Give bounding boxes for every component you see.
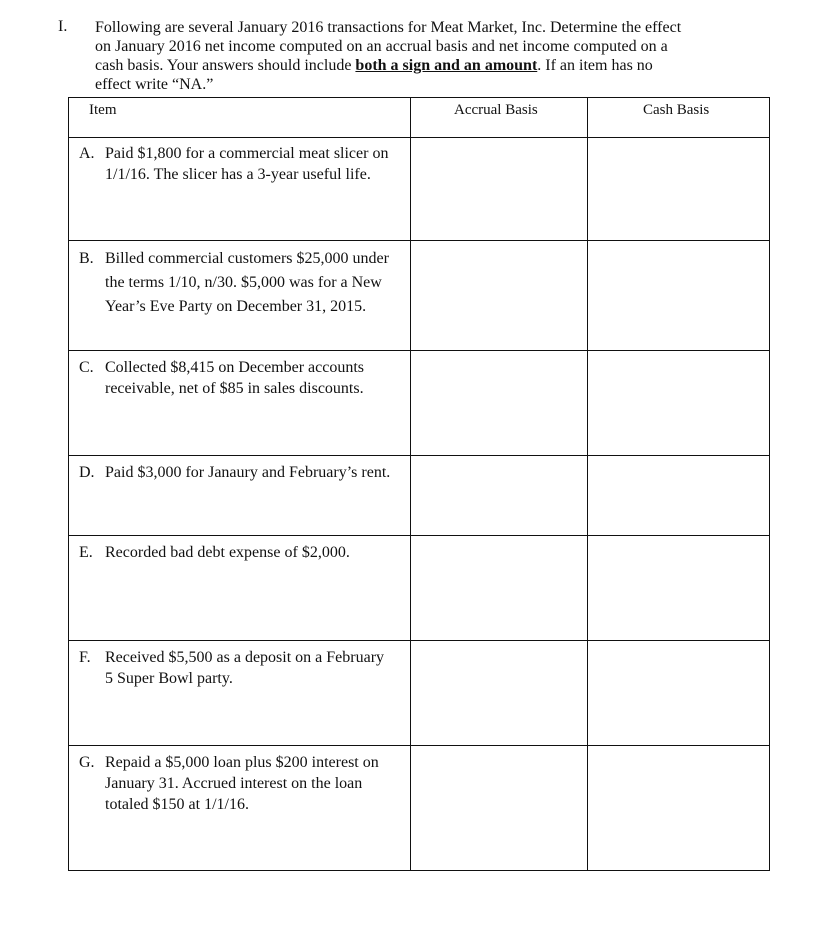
table-row-f xyxy=(69,641,769,746)
item-c-description: Collected $8,415 on December accounts receivable, net of $85 in sales discounts. xyxy=(105,359,365,397)
instruction-line-2: on January 2016 net income computed on an accrual basis and net income computed on a xyxy=(95,38,668,55)
item-a-description: Paid $1,800 for a commercial meat slicer on 1/1/16. The slicer has a 3-year useful life. xyxy=(105,145,389,183)
item-g-letter: G. xyxy=(79,754,95,771)
question-number: I. xyxy=(58,18,68,35)
table-row-b xyxy=(69,241,769,351)
instruction-line-4: effect write “NA.” xyxy=(95,76,214,93)
item-f-text xyxy=(79,647,395,689)
item-a-letter: A. xyxy=(79,145,95,162)
item-b-description: Billed commercial customers $25,000 under the terms 1/10, n/30. $5,000 was for a New Year’s Eve Party on December 31, 2015. xyxy=(105,250,389,315)
item-d-description: Paid $3,000 for Janaury and February’s rent. xyxy=(105,464,391,481)
table-row-d xyxy=(69,456,769,536)
item-f-letter: F. xyxy=(79,649,91,666)
header-accrual-basis: Accrual Basis xyxy=(454,102,538,118)
item-b-text xyxy=(79,247,395,319)
item-d-text xyxy=(79,462,395,483)
table-row-g xyxy=(69,746,769,870)
table-header xyxy=(69,98,769,138)
instruction-line-1: Following are several January 2016 transactions for Meat Market, Inc. Determine the effect xyxy=(95,19,682,36)
item-c-text xyxy=(79,357,395,399)
instruction-emphasis: both a sign and an amount xyxy=(355,57,538,74)
instruction-line-3-start: cash basis. Your answers should include xyxy=(95,57,356,74)
table-row-c xyxy=(69,351,769,456)
item-e-letter: E. xyxy=(79,544,93,561)
instruction-line-3 xyxy=(95,56,785,75)
instruction-line-3-end: . If an item has no xyxy=(537,57,653,74)
header-item: Item xyxy=(89,102,117,118)
item-c-letter: C. xyxy=(79,359,94,376)
item-b-letter: B. xyxy=(79,250,94,267)
answer-table xyxy=(68,97,770,871)
question-instructions xyxy=(95,18,785,94)
item-g-description: Repaid a $5,000 loan plus $200 interest on January 31. Accrued interest on the loan totaled $150 at 1/1/16. xyxy=(105,754,379,813)
header-cash-basis: Cash Basis xyxy=(643,102,710,118)
table-row-a xyxy=(69,137,769,241)
table-row-e xyxy=(69,536,769,641)
item-a-text xyxy=(79,143,395,185)
item-e-description: Recorded bad debt expense of $2,000. xyxy=(105,544,350,561)
item-d-letter: D. xyxy=(79,464,95,481)
item-e-text xyxy=(79,542,395,563)
item-g-text xyxy=(79,752,395,815)
item-f-description: Received $5,500 as a deposit on a February 5 Super Bowl party. xyxy=(105,649,385,687)
